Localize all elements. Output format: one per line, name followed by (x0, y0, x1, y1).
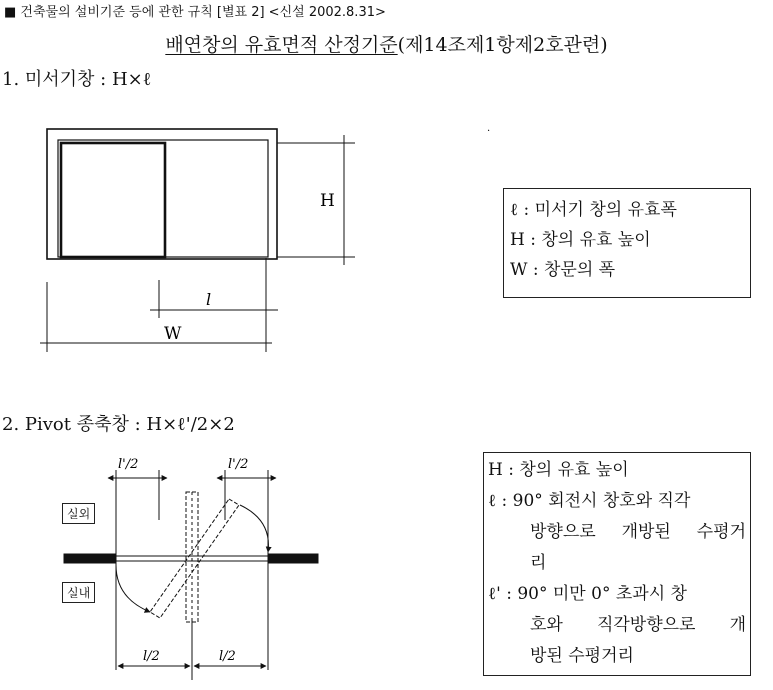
legend-item: H : 창의 유효 높이 (488, 460, 629, 480)
legend-item-continued: 리 (530, 553, 547, 573)
legend-item-continued: 호와 직각방향으로 개 (530, 615, 746, 635)
legend-item: ℓ' : 90° 미만 0° 초과시 창 (488, 584, 687, 604)
inside-label: 실내 (62, 582, 95, 603)
wall-right (268, 554, 318, 563)
title-main: 배연창의 유효면적 산정기준 (165, 34, 398, 56)
w-label: W (164, 324, 182, 344)
legend-item-continued: 방향으로 개방된 수평거 (530, 522, 746, 542)
legend-item: ℓ : 90° 회전시 창호와 직각 (488, 491, 691, 511)
section1-heading: 1. 미서기창 : H×ℓ (2, 69, 152, 90)
h-label: H (320, 191, 335, 211)
l-label: l (206, 290, 212, 309)
legend-item: W : 창문의 폭 (510, 260, 616, 280)
outside-label: 실외 (62, 503, 95, 524)
section2-heading: 2. Pivot 종축창 : H×ℓ'/2×2 (2, 414, 235, 435)
bottom-left-dimension-label: l/2 (143, 649, 160, 664)
legend-item: ℓ : 미서기 창의 유효폭 (510, 200, 677, 220)
bottom-right-dimension-label: l/2 (219, 649, 236, 664)
top-right-dimension-label: l'/2 (228, 457, 249, 472)
title-sub: (제14조제1항제2호관련) (397, 34, 608, 56)
top-left-dimension-label: l'/2 (118, 457, 139, 472)
legend-item: H : 창의 유효 높이 (510, 230, 651, 250)
legend-item-continued: 방된 수평거리 (530, 646, 634, 666)
stray-mark: . (487, 123, 491, 134)
regulation-header: ■ 건축물의 설비기준 등에 관한 규칙 [별표 2] <신설 2002.8.31> (4, 5, 386, 20)
pivot-window-legend (483, 452, 751, 676)
wall-left (64, 554, 116, 563)
